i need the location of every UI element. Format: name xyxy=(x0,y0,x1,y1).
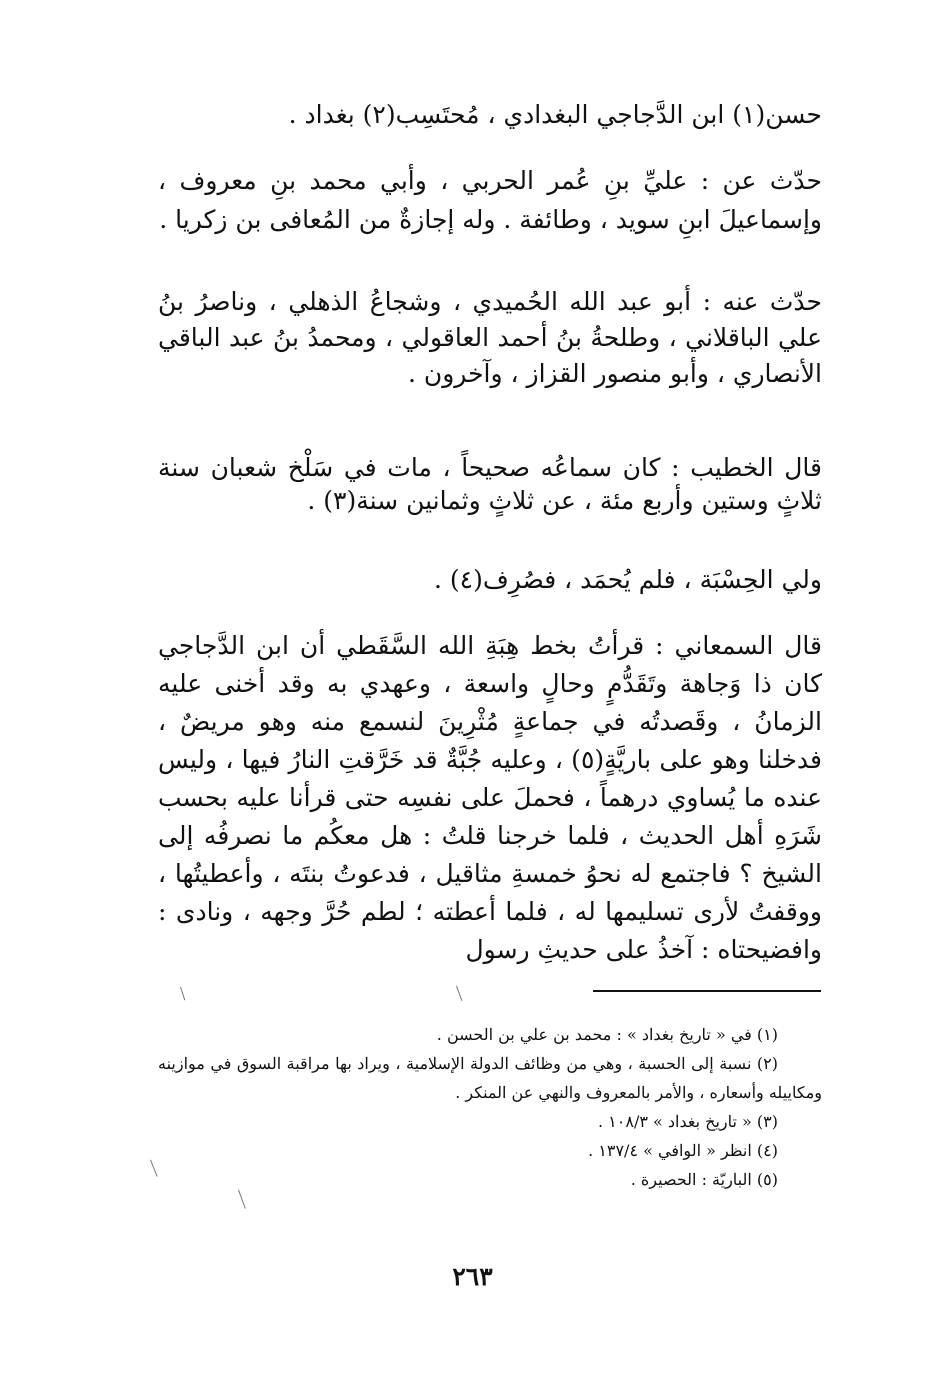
footnote-2: (٢) نسبة إلى الحسبة ، وهي من وظائف الدولة الإسلامية ، ويراد بها مراقبة السوق في موازينه ومكاييله وأسعاره ، والأمر بالمعروف والنهي عن المنكر . xyxy=(158,1054,822,1102)
footnotes-list xyxy=(158,1020,822,1194)
footnote-5: (٥) الباريّة : الحصيرة . xyxy=(630,1170,778,1189)
paragraph-samani: قال السمعاني : قرأتُ بخط هِبَةِ الله السَّقَطي أن ابن الدَّجاجي كان ذا وَجاهة وتَقَدُّمٍ وحالٍ واسعة ، وعهدي به وقد أخنى عليه الزمانُ ، وقَصدتُه في جماعةٍ مُثْرِينَ لنسمع منه وهو مريضٌ ، فدخلنا وهو على باريَّةٍ(٥) ، وعليه جُبَّةٌ قد خَرَّقتِ النارُ فيها ، وليس عنده ما يُساوي درهماً ، فحملَ على نفسِه حتى قرأنا عليه بحسب شَرَهِ أهل الحديث ، فلما خرجنا قلتُ : هل معكُم ما نصرفُه إلى الشيخ ؟ فاجتمع له نحوُ خمسةِ مثاقيل ، فدعوتُ بنتَه ، وأعطيتُها ، ووقفتُ لأرى تسليمها له ، فلما أعطته ؛ لطم حُرَّ وجهه ، ونادى : وافضيحتاه : آخذُ على حديثِ رسول xyxy=(158,631,822,964)
paragraph-khatib: قال الخطيب : كان سماعُه صحيحاً ، مات في سَلْخ شعبان سنة ثلاثٍ وستين وأربع مئة ، عن ثلاثٍ وثمانين سنة(٣) . xyxy=(158,453,822,515)
heading-line: حسن(١) ابن الدَّجاجي البغدادي ، مُحتَسِب(٢) بغداد . xyxy=(288,100,822,129)
page-number: ٢٦٣ xyxy=(452,1262,493,1291)
paragraph-narrated-by: حدّث عنه : أبو عبد الله الحُميدي ، وشجاعُ الذهلي ، وناصرُ بنُ علي الباقلاني ، وطلحةُ بنُ أحمد العاقولي ، ومحمدُ بنُ عبد الباقي الأنصاري ، وأبو منصور القزاز ، وآخرون . xyxy=(158,287,822,388)
footnote-4: (٤) انظر « الوافي » ١٣٧/٤ . xyxy=(588,1141,778,1160)
paragraph-narrated-from: حدّث عن : عليِّ بنِ عُمر الحربي ، وأبي محمد بنِ معروف ، وإسماعيلَ ابنِ سويد ، وطائفة . وله إجازةٌ من المُعافى بن زكريا . xyxy=(158,166,822,234)
scan-mark xyxy=(150,1160,158,1177)
footnote-3: (٣) « تاريخ بغداد » ١٠٨/٣ . xyxy=(597,1112,778,1131)
scan-mark xyxy=(456,986,462,1001)
footnote-separator xyxy=(593,990,821,992)
paragraph-hisba: ولي الحِسْبَة ، فلم يُحمَد ، فصُرِف(٤) . xyxy=(433,565,822,594)
footnote-1: (١) في « تاريخ بغداد » : محمد بن علي بن الحسن . xyxy=(436,1025,778,1044)
scan-mark xyxy=(180,987,185,1001)
